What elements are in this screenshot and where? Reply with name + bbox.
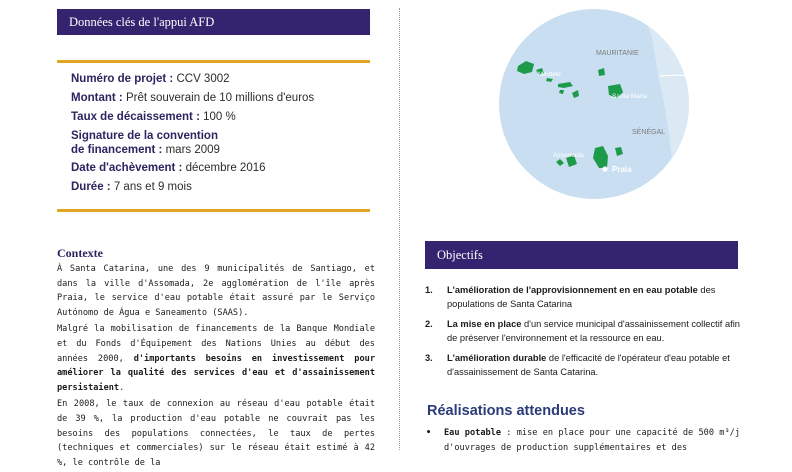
duration-row: Durée : 7 ans et 9 mois bbox=[71, 181, 192, 193]
signature-label-line1: Signature de la convention bbox=[71, 130, 218, 142]
amount-value: Prêt souverain de 10 millions d'euros bbox=[125, 92, 315, 104]
objective-item bbox=[425, 283, 740, 311]
objective-text: La mise en place d'un service municipal d'assainissement collectif afin de préserver l'environnement et la ressource en eau. bbox=[447, 319, 740, 343]
disbursement-value: 100 % bbox=[203, 111, 236, 123]
signature-value: mars 2009 bbox=[165, 144, 220, 156]
objective-text: L'amélioration de l'approvisionnement en en eau potable des populations de Santa Catarina bbox=[447, 285, 716, 309]
amount-label: Montant bbox=[71, 92, 116, 104]
objectives-list bbox=[425, 283, 740, 385]
context-heading: Contexte bbox=[57, 246, 103, 260]
key-data-bottom-rule bbox=[57, 209, 370, 212]
context-body bbox=[57, 262, 375, 472]
project-number-value: CCV 3002 bbox=[176, 73, 230, 85]
objectives-header bbox=[425, 241, 738, 269]
completion-label: Date d'achèvement bbox=[71, 162, 176, 174]
project-number-row: Numéro de projet : CCV 3002 bbox=[71, 73, 230, 85]
objective-item bbox=[425, 351, 740, 379]
signature-row: Signature de la convention de financement : mars 2009 bbox=[71, 129, 371, 157]
objective-number: 3. bbox=[425, 353, 433, 363]
results-bullet-item bbox=[426, 426, 740, 455]
objective-number: 1. bbox=[425, 285, 433, 295]
map-label-senegal: SÉNÉGAL bbox=[632, 129, 666, 136]
map-label-mauritanie: MAURITANIE bbox=[596, 50, 639, 57]
objective-item bbox=[425, 317, 740, 345]
key-data-title: Données clés de l'appui AFD bbox=[69, 14, 215, 29]
objective-text: L'amélioration durable de l'efficacité de l'opérateur d'eau potable et d'assainissement de Santa Catarina. bbox=[447, 353, 730, 377]
cape-verde-map bbox=[472, 8, 714, 200]
context-paragraph-3: En 2008, le taux de connexion au réseau d'eau potable était de 39 %, la production d'eau potable ne couvrait pas les besoins des populations connectées, le taux de pertes (techniques et commerciales) sur le réseau était estimé à 42 %, le contrôle de la bbox=[57, 399, 375, 468]
key-data-top-rule bbox=[57, 60, 370, 63]
duration-value: 7 ans et 9 mois bbox=[113, 181, 192, 193]
completion-value: décembre 2016 bbox=[185, 162, 266, 174]
bullet-marker: • bbox=[426, 428, 432, 438]
disbursement-row: Taux de décaissement : 100 % bbox=[71, 111, 236, 123]
context-paragraph-1: À Santa Catarina, une des 9 municipalités de Santiago, et dans la ville d'Assomada, 2e agglomération de l'île après Praia, le service d'eau potable était assuré par le Serviço Autónomo de Água e Saneamento (SAAS). bbox=[57, 264, 375, 318]
results-text: : mise en place pour une capacité de 500 m³/j d'ouvrages de production supplémentaires et des bbox=[444, 428, 740, 453]
results-bold-term: Eau potable bbox=[444, 428, 502, 438]
project-number-label: Numéro de projet bbox=[71, 73, 167, 85]
map-label-mindelo: Mindelo bbox=[538, 71, 561, 78]
duration-label: Durée bbox=[71, 181, 104, 193]
praia-marker bbox=[602, 166, 607, 171]
objectives-title: Objectifs bbox=[437, 247, 483, 262]
map-label-praia: Praia bbox=[612, 165, 632, 174]
objective-number: 2. bbox=[425, 319, 433, 329]
column-divider bbox=[399, 8, 400, 450]
results-heading: Réalisations attendues bbox=[427, 403, 585, 419]
map-label-assomada: Assomada bbox=[553, 152, 584, 159]
disbursement-label: Taux de décaissement bbox=[71, 111, 193, 123]
context-paragraph-2: Malgré la mobilisation de financements de la Banque Mondiale et du Fonds d'Équipement des Nations Unies au début des années 2000, d'importants besoins en investissement pour améliorer la qualité des services d'eau et d'assainissement persistaient. bbox=[57, 324, 375, 393]
key-data-list bbox=[71, 72, 371, 199]
amount-row: Montant : Prêt souverain de 10 millions d'euros bbox=[71, 92, 315, 104]
key-data-header bbox=[57, 9, 370, 35]
completion-row: Date d'achèvement : décembre 2016 bbox=[71, 162, 266, 174]
signature-label-line2: de financement bbox=[71, 144, 156, 156]
map-label-santa-maria: Santa Maria bbox=[612, 93, 648, 100]
